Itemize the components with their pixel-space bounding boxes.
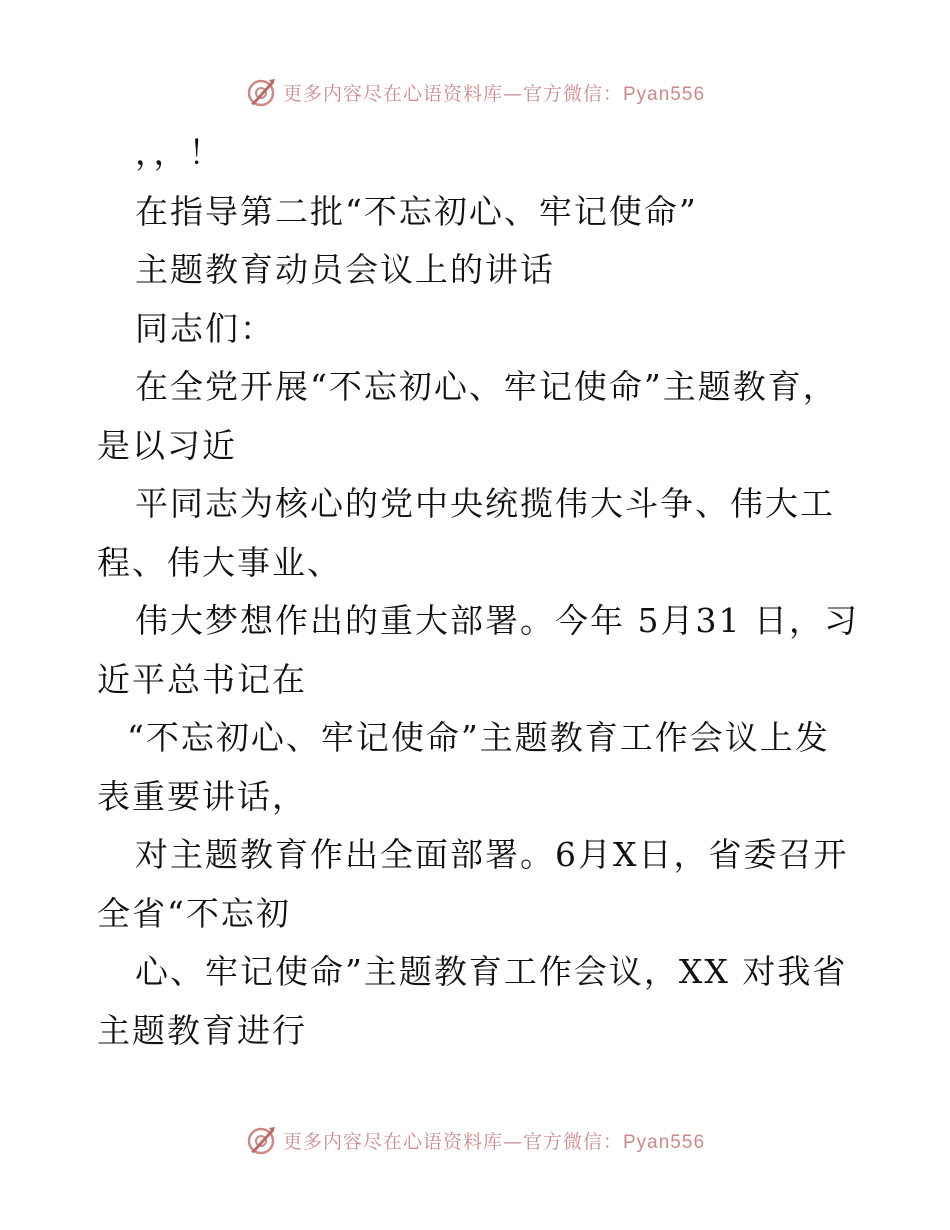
watermark-wechat-id: Pyan556 bbox=[623, 83, 706, 105]
text-line: 在全党开展“不忘初心、牢记使命”主题教育， bbox=[135, 367, 838, 406]
watermark-separator: — bbox=[502, 82, 523, 105]
text-line: 表重要讲话， bbox=[97, 776, 307, 816]
text-line: 伟大梦想作出的重大部署。今年 5月31 日，习 bbox=[135, 601, 859, 640]
text-line: 全省“不忘初 bbox=[97, 893, 291, 933]
text-line: 程、伟大事业、 bbox=[97, 542, 342, 582]
watermark-text bbox=[283, 79, 705, 106]
watermark-wechat-id: Pyan556 bbox=[623, 1131, 706, 1153]
speech-body bbox=[97, 124, 857, 1060]
text-line: 主题教育进行 bbox=[97, 1010, 307, 1050]
text-line: 对主题教育作出全面部署。6月X日，省委召开 bbox=[135, 835, 849, 874]
header-watermark bbox=[0, 72, 950, 112]
footer-watermark bbox=[0, 1120, 950, 1160]
text-line: “不忘初心、牢记使命”主题教育工作会议上发 bbox=[127, 718, 830, 757]
text-line: ，，！ bbox=[135, 133, 224, 172]
watermark-separator: — bbox=[502, 1130, 523, 1153]
watermark-text bbox=[283, 1127, 705, 1154]
logo-icon bbox=[245, 76, 277, 108]
logo-icon bbox=[245, 1124, 277, 1156]
watermark-wechat-label: 官方微信： bbox=[522, 82, 623, 105]
watermark-brand: 更多内容尽在心语资料库 bbox=[282, 82, 503, 105]
text-line: 在指导第二批“不忘初心、牢记使命” bbox=[135, 191, 698, 231]
text-line: 是以习近 bbox=[97, 425, 237, 465]
watermark-brand: 更多内容尽在心语资料库 bbox=[282, 1130, 503, 1153]
text-line: 平同志为核心的党中央统揽伟大斗争、伟大工 bbox=[135, 484, 835, 523]
watermark-wechat-label: 官方微信： bbox=[522, 1130, 623, 1153]
text-line: 心、牢记使命”主题教育工作会议，XX 对我省 bbox=[135, 952, 848, 991]
text-line: 主题教育动员会议上的讲话 bbox=[135, 250, 555, 289]
text-line: 近平总书记在 bbox=[97, 659, 307, 699]
text-line: 同志们： bbox=[135, 308, 275, 348]
